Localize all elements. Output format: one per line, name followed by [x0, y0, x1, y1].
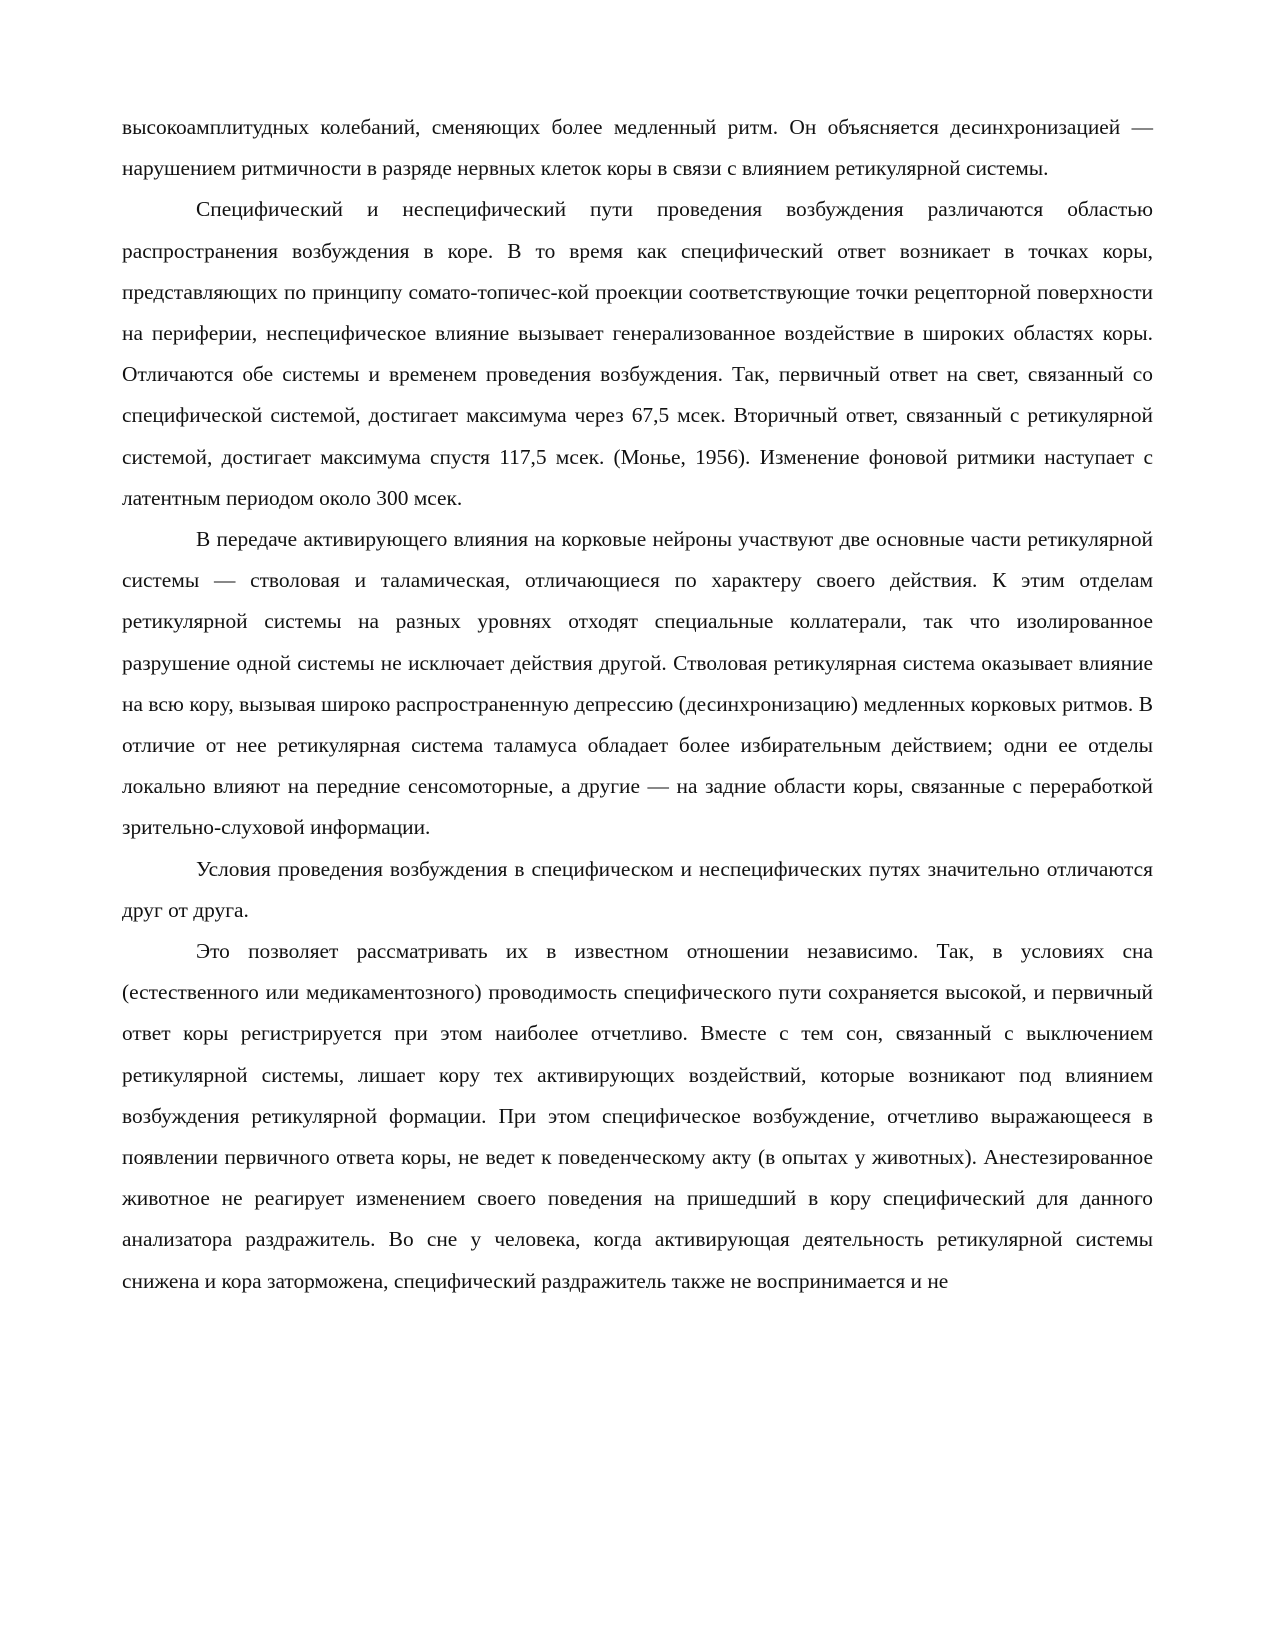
page-text-body [122, 107, 1153, 1302]
paragraph-conduction-conditions: Условия проведения возбуждения в специфическом и неспецифических путях значительно отличаются друг от друга. [122, 856, 1153, 922]
paragraph-specific-nonspecific-paths: Специфический и неспецифический пути проведения возбуждения различаются областью распространения возбуждения в коре. В то время как специфический ответ возникает в точках коры, представляющих по принципу сомато-топичес-кой проекции соответствующие точки рецепторной поверхности на периферии, неспецифическое влияние вызывает генерализованное воздействие в широких областях коры. Отличаются обе системы и временем проведения возбуждения. Так, первичный ответ на свет, связанный со специфической системой, достигает максимума через 67,5 мсек. Вторичный ответ, связанный с ретикулярной системой, достигает максимума спустя 117,5 мсек. (Монье, 1956). Изменение фоновой ритмики наступает с латентным периодом около 300 мсек. [122, 197, 1153, 510]
paragraph-continuation: высокоамплитудных колебаний, сменяющих более медленный ритм. Он объясняется десинхронизацией — нарушением ритмичности в разряде нервных клеток коры в связи с влиянием ретикулярной системы. [122, 115, 1153, 181]
paragraph-sleep-conductivity: Это позволяет рассматривать их в известном отношении независимо. Так, в условиях сна (естественного или медикаментозного) проводимость специфического пути сохраняется высокой, и первичный ответ коры регистрируется при этом наиболее отчетливо. Вместе с тем сон, связанный с выключением ретикулярной системы, лишает кору тех активирующих воздействий, которые возникают под влиянием возбуждения ретикулярной формации. При этом специфическое возбуждение, отчетливо выражающееся в появлении первичного ответа коры, не ведет к поведенческому акту (в опытах у животных). Анестезированное животное не реагирует изменением своего поведения на пришедший в кору специфический для данного анализатора раздражитель. Во сне у человека, когда активирующая деятельность ретикулярной системы снижена и кора заторможена, специфический раздражитель также не воспринимается и не [122, 939, 1153, 1293]
paragraph-activating-influence: В передаче активирующего влияния на корковые нейроны участвуют две основные части ретикулярной системы — стволовая и таламическая, отличающиеся по характеру своего действия. К этим отделам ретикулярной системы на разных уровнях отходят специальные коллатерали, так что изолированное разрушение одной системы не исключает действия другой. Стволовая ретикулярная система оказывает влияние на всю кору, вызывая широко распространенную депрессию (десинхронизацию) медленных корковых ритмов. В отличие от нее ретикулярная система таламуса обладает более избирательным действием; одни ее отделы локально влияют на передние сенсомоторные, а другие — на задние области коры, связанные с переработкой зрительно-слуховой информации. [122, 527, 1153, 840]
